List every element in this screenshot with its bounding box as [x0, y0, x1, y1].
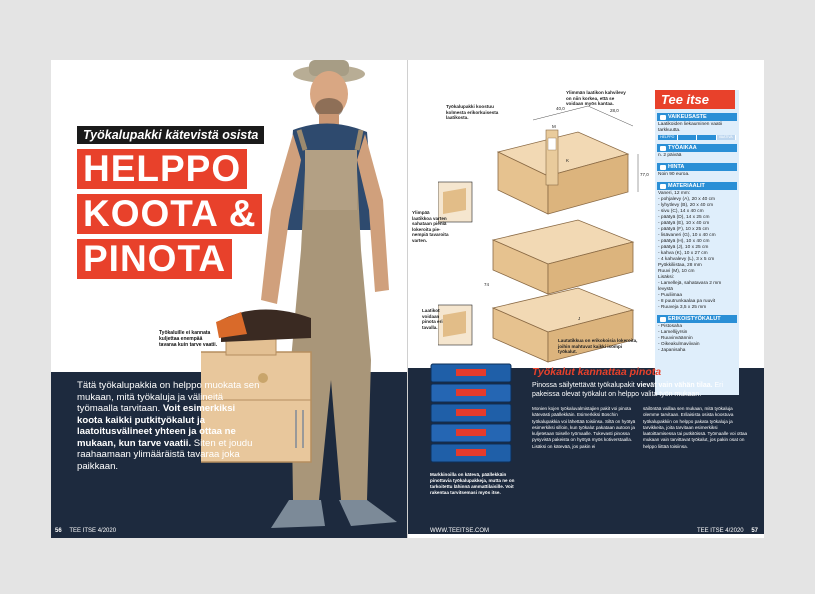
- lead-plain: Pinossa säilytettävät työkalupakit: [532, 382, 635, 389]
- clock-icon: [660, 146, 666, 151]
- left-page: [51, 60, 407, 538]
- wrench-icon: [660, 317, 666, 322]
- body-column-2: säilöntää vaillaa sen mukaan, mitä työkaluja olemme tarvitaan. Erilaisista osista koostuva työkalupakkiin on helppo pakata työkaluja ja tarvikkeita, joita tarvitaan esimerkiksi laatoittamisessa tai putkitöissä. Työmaalle voi ottaa mukaan vain tarvittavat työkalut, jos pakin osat on helppo liittää toisiinsa.: [643, 406, 748, 449]
- body-column-1: Monien kojen työkaluvalmistajien pakit voi pinota kätevästi päällekkäin. Esimerkiksi Boschin työkalupakkia voi lähettää toisiinsa. Siltä on hyötyä esimerkiksi silloin, kun työkalut pakataan autoon ja kuljetetaan toiselle työmaalle. Tukevasti pinossa pysyvistä pakeista on hyötyä myös kotiverstaalla. Lisäksi on kätevää, jos pakin ei: [532, 406, 636, 449]
- annotation-stacking: Laatikot voidaan pinota eri tavalla.: [422, 308, 443, 330]
- tools-text: - Pistosaha - Lamellijyrsin - Ruuvinväännin - Oikeakulmaviivain - Japanisaha: [658, 324, 700, 353]
- difficulty-bar: [658, 135, 736, 140]
- dim-m: M: [552, 124, 556, 129]
- gauge-icon: [660, 115, 666, 120]
- dim-width: 40,0: [556, 106, 565, 111]
- left-footer: [55, 528, 116, 534]
- right-footer-text: TEE ITSE 4/2020: [696, 528, 744, 534]
- intro-text: [77, 380, 263, 472]
- left-footer-text: TEE ITSE 4/2020: [69, 528, 117, 534]
- headline-line-3: PINOTA: [77, 239, 232, 279]
- headline-line-2: KOOTA &: [77, 194, 262, 234]
- dim-depth: 28,0: [610, 108, 619, 113]
- price-heading: HINTA: [657, 163, 737, 171]
- time-text: n. 2 päivää: [658, 153, 682, 158]
- dim-j: J: [578, 316, 581, 321]
- annotation-three-boxes: Työkalupakki koostuu kolmesta erikorkuisesta laatikosta.: [446, 104, 499, 121]
- difficulty-seg-3: [697, 135, 717, 140]
- right-footer: [697, 528, 758, 534]
- right-page-number: 57: [751, 528, 758, 534]
- difficulty-heading: VAIKEUSASTE: [657, 113, 737, 121]
- lead-bold: vievät vain vähän tilaa.: [636, 382, 713, 389]
- materials-text: Vaneri, 12 mm: - pohjalevy (A), 20 x 40 cm - lyhytlevy (B), 20 x 40 cm - sivu (C), 14 x 40 cm - päätyä (D), 14 x 25 cm - päätyä (E), 10 x 40 cm - päätyä (F), 10 x 25 cm - lisävaneri (G), 10 x 40 cm - päätyä (H), 10 x 40 cm - päätyä (J), 10 x 25 cm - kahva (K), 10 x 27 cm - 4 kahvalevy (L), 3 x 5 cm Pyökkiliistaa, 28 mm Ruuvi (M), 10 cm Lisäksi: - Lamellejä, sahatavara 2 mm levystä - Puuliimaa - 8 puutrunkaalaa pa ruuvit - Ruuveja 3,5 x 25 mm: [658, 191, 722, 310]
- left-page-number: 56: [55, 528, 62, 534]
- tee-itse-sidebar: [655, 90, 739, 395]
- dim-74: 74: [484, 282, 490, 287]
- dim-height: 77,0: [640, 172, 649, 177]
- list-icon: [660, 184, 666, 189]
- annotation-bottom-box: Lautatikkua on erikokoisia lokeroita, joihin mahtuvat kaikki isompi työkalut.: [558, 338, 638, 355]
- materials-heading: MATERIAALIT: [657, 182, 737, 190]
- annotation-compartments: Ylimpää laatikkoa varten sahataan pieniä lokeroita pie-nempiä tavaroita varten.: [412, 210, 449, 243]
- right-page: [408, 60, 764, 538]
- boxes-caption: Markkinoilla on kätevä, päällekkäin pinottavia työkalupakkeja, mutta ne on tarkoitettu lähinnä ammattilaisille. Voit rakentaa tarvitsemasi myös itse.: [430, 472, 515, 495]
- stacked-toolboxes-photo: [426, 360, 516, 470]
- intro-plain: Tätä työkalupakkia on helppo muokata sen mukaan, mitä työkaluja ja välineitä työmaalla tarvitaan.: [77, 380, 260, 414]
- tools-heading: ERIKOISTYÖKALUT: [657, 315, 737, 323]
- difficulty-seg-4: VAATIVA: [717, 135, 737, 140]
- dim-k: K: [566, 158, 570, 163]
- intro-bold: Voit esimerkiksi koota kaikki putkityökalut ja laatoitusvälineet yhteen ja ottaa ne mukaan, kun tarve vaatii.: [77, 403, 236, 449]
- right-footer-url: WWW.TEEITSE.COM: [430, 528, 489, 534]
- headline-line-1: HELPPO: [77, 149, 247, 189]
- lead-end: Eri pakeissa olevat työkalut on helppo valita työn mukaan.: [532, 382, 724, 398]
- article-subtitle: Työkalupakki kätevistä osista: [77, 126, 264, 144]
- difficulty-seg-1: HELPPO: [658, 135, 678, 140]
- difficulty-seg-2: [678, 135, 698, 140]
- section-lead: [532, 382, 746, 399]
- difficulty-text: Laatikoiden liekauminen vaatii tarkkuutta.: [658, 122, 722, 133]
- euro-icon: [660, 165, 666, 170]
- section-title: Työkalut kannattaa pinota: [532, 366, 662, 378]
- sidebar-title: Tee itse: [655, 90, 735, 109]
- photo-caption: Työkaluille ei kannata kuljettaa enempää tavaraa kuin tarve vaatii.: [159, 330, 218, 348]
- time-heading: TYÖAIKAA: [657, 144, 737, 152]
- annotation-handle: Ylimmän laatikon kahvilevy on niin korkea, että se voidaan myös kantaa.: [566, 90, 626, 107]
- price-text: Noin 90 euroa.: [658, 172, 690, 177]
- intro-end: Siten et joudu raahaamaan ylimääräistä tavaraa joka paikkaan.: [77, 437, 253, 472]
- toolbox-technical-drawing: [438, 80, 653, 370]
